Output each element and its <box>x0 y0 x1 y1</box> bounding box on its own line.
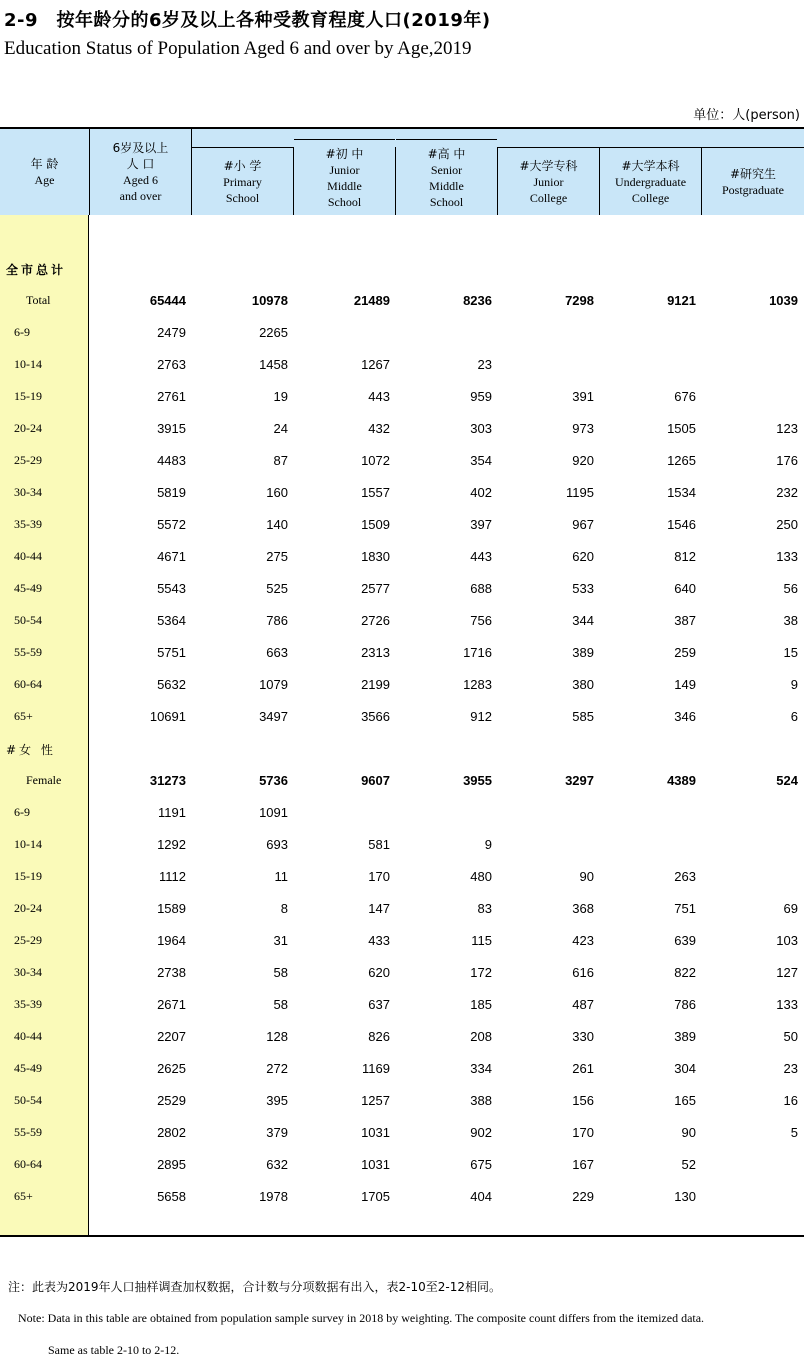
cell-undergraduate: 346 <box>674 709 696 724</box>
cell-undergraduate: 130 <box>674 1189 696 1204</box>
cell-junior: 443 <box>368 389 390 404</box>
cell-junior-college: 1195 <box>566 485 594 500</box>
header-ucollege-zh: #大学本科 <box>621 158 680 173</box>
cell-primary: 786 <box>266 613 288 628</box>
cell-junior: 1031 <box>361 1157 390 1172</box>
row-label: 35-39 <box>14 517 42 531</box>
cell-aged6: 2761 <box>157 389 186 404</box>
row-label: 15-19 <box>14 869 42 883</box>
header-group-band <box>192 129 804 147</box>
cell-primary: 395 <box>266 1093 288 1108</box>
row-label: Female <box>26 773 62 787</box>
table-row <box>0 445 804 477</box>
table-row <box>0 701 804 733</box>
cell-postgraduate: 69 <box>783 901 798 916</box>
section-row-female <box>0 733 804 765</box>
cell-primary: 24 <box>273 421 288 436</box>
row-label: 65+ <box>14 1189 33 1203</box>
header-divider <box>395 147 396 215</box>
cell-aged6: 5543 <box>157 581 186 596</box>
cell-junior: 1169 <box>362 1061 390 1076</box>
cell-aged6: 4483 <box>157 453 186 468</box>
cell-aged6: 5572 <box>157 517 186 532</box>
cell-primary: 663 <box>266 645 288 660</box>
cell-primary: 2265 <box>259 325 288 340</box>
cell-junior-college: 90 <box>579 869 594 884</box>
table-row <box>0 349 804 381</box>
header-jcollege-en2: College <box>529 190 568 205</box>
header-senior-en2: Middle <box>429 178 464 193</box>
header-primary <box>192 147 293 215</box>
cell-junior-college: 167 <box>572 1157 594 1172</box>
row-label: 25-29 <box>14 933 42 947</box>
cell-senior: 902 <box>470 1125 492 1140</box>
cell-postgraduate: 123 <box>776 421 798 436</box>
cell-senior: 23 <box>477 357 492 372</box>
cell-postgraduate: 16 <box>783 1093 798 1108</box>
cell-undergraduate: 263 <box>674 869 696 884</box>
cell-aged6: 5751 <box>157 645 186 660</box>
education-table <box>0 127 804 1237</box>
row-label: 6-9 <box>14 805 30 819</box>
footnote-en-2: Same as table 2-10 to 2-12. <box>48 1343 180 1357</box>
row-label: 40-44 <box>14 1029 42 1043</box>
cell-undergraduate: 822 <box>674 965 696 980</box>
cell-aged6: 2763 <box>157 357 186 372</box>
cell-primary: 5736 <box>259 773 288 788</box>
cell-junior-college: 585 <box>572 709 594 724</box>
header-senior-zh: #高 中 <box>427 146 466 161</box>
table-row <box>0 509 804 541</box>
cell-junior: 1031 <box>361 1125 390 1140</box>
header-aged6-zh1: 6岁及以上 <box>112 141 169 155</box>
table-row <box>0 1085 804 1117</box>
header-divider <box>497 147 498 215</box>
cell-undergraduate: 1505 <box>667 421 696 436</box>
table-row <box>0 829 804 861</box>
header-primary-en2: School <box>225 190 260 205</box>
cell-junior-college: 389 <box>572 645 594 660</box>
row-label: 55-59 <box>14 645 42 659</box>
cell-primary: 1079 <box>259 677 288 692</box>
table-title-en: Education Status of Population Aged 6 and over by Age,2019 <box>4 38 472 59</box>
header-senior-en3: School <box>429 194 464 209</box>
header-primary-zh: #小 学 <box>223 158 262 173</box>
cell-primary: 128 <box>266 1029 288 1044</box>
table-header <box>0 127 804 215</box>
cell-aged6: 1112 <box>159 869 186 884</box>
cell-senior: 443 <box>470 549 492 564</box>
cell-senior: 912 <box>470 709 492 724</box>
cell-senior: 8236 <box>463 293 492 308</box>
cell-aged6: 5658 <box>157 1189 186 1204</box>
cell-senior: 959 <box>470 389 492 404</box>
cell-senior: 388 <box>470 1093 492 1108</box>
row-label: 30-34 <box>14 965 42 979</box>
cell-aged6: 65444 <box>149 293 186 308</box>
table-row <box>0 637 804 669</box>
cell-undergraduate: 389 <box>674 1029 696 1044</box>
cell-primary: 1458 <box>259 357 288 372</box>
footnote-zh: 注：此表为2019年人口抽样调查加权数据，合计数与分项数据有出入，表2-10至2-12相同。 <box>8 1280 502 1294</box>
cell-postgraduate: 15 <box>783 645 798 660</box>
row-label: 60-64 <box>14 1157 42 1171</box>
cell-postgraduate: 50 <box>783 1029 798 1044</box>
row-label: Total <box>26 293 51 307</box>
table-title-zh: 2-9 按年龄分的6岁及以上各种受教育程度人口(2019年) <box>4 10 491 31</box>
cell-aged6: 31273 <box>149 773 186 788</box>
cell-junior: 2726 <box>361 613 390 628</box>
cell-primary: 19 <box>273 389 288 404</box>
cell-undergraduate: 639 <box>674 933 696 948</box>
cell-aged6: 2738 <box>157 965 186 980</box>
cell-postgraduate: 103 <box>776 933 798 948</box>
cell-postgraduate: 524 <box>776 773 798 788</box>
cell-postgraduate: 5 <box>790 1125 798 1140</box>
cell-postgraduate: 133 <box>776 549 798 564</box>
cell-undergraduate: 812 <box>674 549 696 564</box>
header-junior <box>294 139 395 215</box>
table-row <box>0 1149 804 1181</box>
cell-primary: 272 <box>266 1061 288 1076</box>
cell-junior: 2313 <box>361 645 390 660</box>
header-undergraduate <box>600 147 701 215</box>
cell-senior: 688 <box>470 581 492 596</box>
cell-junior-college: 7298 <box>565 293 594 308</box>
cell-junior-college: 920 <box>572 453 594 468</box>
table-row <box>0 573 804 605</box>
header-jcollege-zh: #大学专科 <box>519 158 578 173</box>
cell-primary: 693 <box>266 837 288 852</box>
cell-junior: 1557 <box>361 485 390 500</box>
cell-undergraduate: 751 <box>674 901 696 916</box>
cell-undergraduate: 1534 <box>667 485 696 500</box>
cell-primary: 58 <box>273 997 288 1012</box>
cell-junior-college: 261 <box>572 1061 594 1076</box>
header-junior-en1: Junior <box>329 162 360 177</box>
table-row <box>0 605 804 637</box>
cell-undergraduate: 786 <box>674 997 696 1012</box>
cell-junior: 2199 <box>361 677 390 692</box>
table-row <box>0 861 804 893</box>
row-label: 20-24 <box>14 901 42 915</box>
cell-postgraduate: 1039 <box>769 293 798 308</box>
header-senior <box>396 139 497 215</box>
section-label-total: 全市总计 <box>6 263 67 277</box>
table-row <box>0 765 804 797</box>
cell-senior: 208 <box>470 1029 492 1044</box>
cell-junior-college: 487 <box>572 997 594 1012</box>
cell-junior: 1267 <box>361 357 390 372</box>
cell-postgraduate: 127 <box>776 965 798 980</box>
cell-aged6: 5364 <box>157 613 186 628</box>
header-senior-en1: Senior <box>430 162 463 177</box>
cell-junior: 637 <box>368 997 390 1012</box>
cell-undergraduate: 387 <box>674 613 696 628</box>
cell-primary: 275 <box>266 549 288 564</box>
header-ucollege-en1: Undergraduate <box>614 174 687 189</box>
header-aged6 <box>90 129 191 215</box>
header-junior-en2: Middle <box>327 178 362 193</box>
cell-undergraduate: 90 <box>681 1125 696 1140</box>
table-row <box>0 285 804 317</box>
cell-senior: 172 <box>470 965 492 980</box>
table-row <box>0 381 804 413</box>
cell-junior: 581 <box>368 837 390 852</box>
header-postgrad-en: Postgraduate <box>722 182 784 197</box>
cell-junior-college: 330 <box>572 1029 594 1044</box>
cell-undergraduate: 304 <box>674 1061 696 1076</box>
cell-junior: 620 <box>368 965 390 980</box>
cell-primary: 525 <box>266 581 288 596</box>
cell-junior: 1072 <box>361 453 390 468</box>
cell-undergraduate: 9121 <box>667 293 696 308</box>
table-row <box>0 893 804 925</box>
cell-undergraduate: 676 <box>674 389 696 404</box>
row-label: 6-9 <box>14 325 30 339</box>
cell-junior: 433 <box>368 933 390 948</box>
cell-senior: 1716 <box>463 645 492 660</box>
cell-primary: 11 <box>274 869 288 884</box>
row-label: 40-44 <box>14 549 42 563</box>
header-age <box>0 129 89 215</box>
cell-junior-college: 423 <box>572 933 594 948</box>
cell-aged6: 1191 <box>158 805 186 820</box>
cell-junior: 2577 <box>361 581 390 596</box>
row-label: 35-39 <box>14 997 42 1011</box>
cell-undergraduate: 165 <box>674 1093 696 1108</box>
cell-senior: 9 <box>484 837 492 852</box>
row-label: 55-59 <box>14 1125 42 1139</box>
cell-primary: 3497 <box>259 709 288 724</box>
cell-primary: 140 <box>266 517 288 532</box>
cell-aged6: 1292 <box>157 837 186 852</box>
cell-junior: 826 <box>368 1029 390 1044</box>
cell-junior: 9607 <box>361 773 390 788</box>
row-label: 45-49 <box>14 581 42 595</box>
cell-senior: 404 <box>470 1189 492 1204</box>
table-row <box>0 1181 804 1213</box>
cell-junior-college: 156 <box>572 1093 594 1108</box>
cell-undergraduate: 4389 <box>667 773 696 788</box>
row-label: 30-34 <box>14 485 42 499</box>
row-label: 65+ <box>14 709 33 723</box>
unit-label: 单位：人(person) <box>693 108 800 123</box>
cell-aged6: 2802 <box>157 1125 186 1140</box>
cell-junior-college: 3297 <box>565 773 594 788</box>
cell-postgraduate: 250 <box>776 517 798 532</box>
cell-aged6: 1589 <box>157 901 186 916</box>
section-row-total <box>0 253 804 285</box>
cell-senior: 354 <box>470 453 492 468</box>
table-row <box>0 989 804 1021</box>
cell-primary: 160 <box>266 485 288 500</box>
table-row <box>0 317 804 349</box>
cell-aged6: 3915 <box>157 421 186 436</box>
cell-senior: 3955 <box>463 773 492 788</box>
cell-junior-college: 344 <box>572 613 594 628</box>
cell-junior: 3566 <box>361 709 390 724</box>
header-aged6-en1: Aged 6 <box>123 173 158 187</box>
table-row <box>0 669 804 701</box>
cell-junior-college: 229 <box>572 1189 594 1204</box>
cell-undergraduate: 149 <box>674 677 696 692</box>
cell-primary: 87 <box>273 453 288 468</box>
header-divider <box>293 147 294 215</box>
header-ucollege-en2: College <box>631 190 670 205</box>
row-label: 15-19 <box>14 389 42 403</box>
cell-aged6: 2207 <box>157 1029 186 1044</box>
row-label: 45-49 <box>14 1061 42 1075</box>
table-row <box>0 1117 804 1149</box>
cell-senior: 115 <box>471 933 492 948</box>
cell-junior: 1830 <box>361 549 390 564</box>
cell-aged6: 5632 <box>157 677 186 692</box>
header-age-zh: 年 龄 <box>30 157 59 171</box>
cell-primary: 1978 <box>259 1189 288 1204</box>
cell-postgraduate: 232 <box>776 485 798 500</box>
header-divider <box>599 147 600 215</box>
cell-junior: 1705 <box>361 1189 390 1204</box>
row-label: 10-14 <box>14 837 42 851</box>
cell-aged6: 2479 <box>157 325 186 340</box>
cell-senior: 480 <box>470 869 492 884</box>
table-row <box>0 1053 804 1085</box>
footnote-en-1: Note: Data in this table are obtained from population sample survey in 2018 by weighting. The composite count differs from the itemized data. <box>18 1311 705 1325</box>
cell-primary: 379 <box>266 1125 288 1140</box>
cell-aged6: 2625 <box>157 1061 186 1076</box>
cell-aged6: 5819 <box>157 485 186 500</box>
cell-junior-college: 973 <box>572 421 594 436</box>
table-row <box>0 413 804 445</box>
header-divider <box>701 147 702 215</box>
cell-aged6: 2895 <box>157 1157 186 1172</box>
cell-junior: 1509 <box>361 517 390 532</box>
cell-senior: 756 <box>470 613 492 628</box>
cell-senior: 402 <box>470 485 492 500</box>
cell-primary: 10978 <box>251 293 288 308</box>
cell-aged6: 2671 <box>157 997 186 1012</box>
cell-senior: 185 <box>470 997 492 1012</box>
table-row <box>0 957 804 989</box>
cell-primary: 58 <box>273 965 288 980</box>
cell-postgraduate: 176 <box>776 453 798 468</box>
cell-primary: 1091 <box>259 805 288 820</box>
cell-senior: 83 <box>477 901 492 916</box>
cell-postgraduate: 56 <box>783 581 798 596</box>
cell-junior-college: 616 <box>572 965 594 980</box>
header-age-en: Age <box>34 173 55 187</box>
table-row <box>0 925 804 957</box>
cell-senior: 397 <box>470 517 492 532</box>
cell-aged6: 2529 <box>157 1093 186 1108</box>
row-label: 60-64 <box>14 677 42 691</box>
cell-junior-college: 368 <box>572 901 594 916</box>
cell-postgraduate: 133 <box>776 997 798 1012</box>
cell-postgraduate: 9 <box>790 677 798 692</box>
table-row <box>0 1021 804 1053</box>
cell-primary: 8 <box>280 901 288 916</box>
cell-aged6: 1964 <box>157 933 186 948</box>
cell-junior-college: 380 <box>572 677 594 692</box>
cell-junior-college: 391 <box>572 389 594 404</box>
row-label: 20-24 <box>14 421 42 435</box>
header-junior-en3: School <box>327 194 362 209</box>
table-row <box>0 797 804 829</box>
header-aged6-en2: and over <box>119 189 162 203</box>
cell-undergraduate: 52 <box>681 1157 696 1172</box>
cell-junior: 147 <box>368 901 390 916</box>
cell-undergraduate: 259 <box>674 645 696 660</box>
cell-postgraduate: 23 <box>783 1061 798 1076</box>
cell-senior: 303 <box>470 421 492 436</box>
cell-undergraduate: 1546 <box>667 517 696 532</box>
cell-aged6: 4671 <box>157 549 186 564</box>
row-label: 10-14 <box>14 357 42 371</box>
header-jcollege-en1: Junior <box>533 174 564 189</box>
cell-junior-college: 967 <box>572 517 594 532</box>
cell-junior: 21489 <box>353 293 390 308</box>
header-postgrad-zh: #研究生 <box>729 166 777 181</box>
cell-senior: 675 <box>470 1157 492 1172</box>
cell-senior: 334 <box>470 1061 492 1076</box>
row-label: 50-54 <box>14 1093 42 1107</box>
section-label-female: #女 性 <box>6 743 56 757</box>
cell-primary: 31 <box>273 933 288 948</box>
table-row <box>0 541 804 573</box>
table-body <box>0 215 804 1237</box>
cell-junior-college: 170 <box>572 1125 594 1140</box>
header-divider <box>191 129 192 215</box>
cell-primary: 632 <box>266 1157 288 1172</box>
cell-undergraduate: 640 <box>674 581 696 596</box>
row-label: 50-54 <box>14 613 42 627</box>
header-postgraduate <box>702 147 804 215</box>
header-junior-college <box>498 147 599 215</box>
cell-senior: 1283 <box>463 677 492 692</box>
row-label: 25-29 <box>14 453 42 467</box>
cell-junior: 432 <box>368 421 390 436</box>
header-primary-en1: Primary <box>223 174 262 189</box>
cell-undergraduate: 1265 <box>667 453 696 468</box>
header-divider <box>89 129 90 215</box>
cell-junior: 1257 <box>361 1093 390 1108</box>
cell-junior-college: 533 <box>572 581 594 596</box>
cell-postgraduate: 38 <box>783 613 798 628</box>
cell-aged6: 10691 <box>149 709 186 724</box>
header-junior-zh: #初 中 <box>325 146 364 161</box>
table-row <box>0 477 804 509</box>
cell-junior-college: 620 <box>572 549 594 564</box>
cell-junior: 170 <box>368 869 390 884</box>
header-aged6-zh2: 人 口 <box>126 157 155 171</box>
cell-postgraduate: 6 <box>790 709 798 724</box>
